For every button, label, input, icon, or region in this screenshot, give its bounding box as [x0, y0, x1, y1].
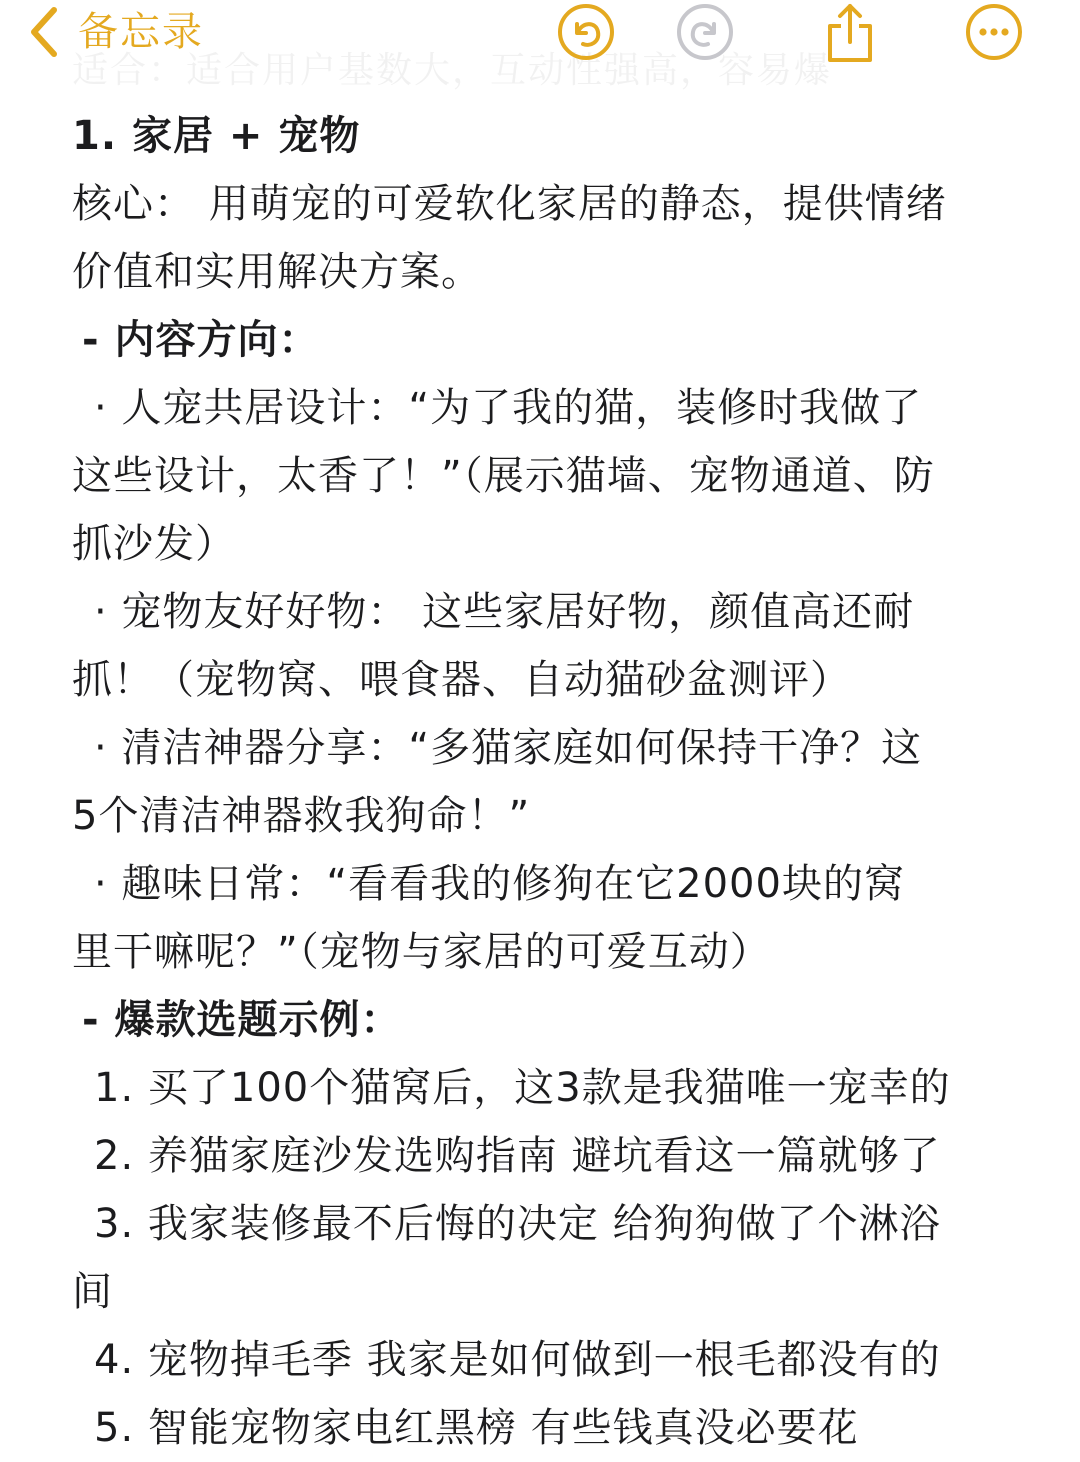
list-item: 4. 宠物掉毛季 我家是如何做到一根毛都没有的 [94, 1337, 941, 1383]
note-line: · 清洁神器分享：“多猫家庭如何保持干净？这 [94, 725, 923, 771]
back-label: 备忘录 [78, 9, 204, 55]
back-button[interactable] [26, 2, 204, 62]
note-line: · 人宠共居设计：“为了我的猫，装修时我做了 [94, 385, 923, 431]
list-item: 3. 我家装修最不后悔的决定 给狗狗做了个淋浴 [94, 1201, 941, 1247]
note-line: · 宠物友好好物： 这些家居好物，颜值高还耐 [94, 589, 915, 635]
redo-icon[interactable] [675, 2, 735, 62]
list-item: 1. 买了100个猫窝后，这3款是我猫唯一宠幸的 [94, 1065, 951, 1111]
note-line: 抓！（宠物窝、喂食器、自动猫砂盆测评） [72, 657, 851, 703]
note-line: 抓沙发） [72, 521, 236, 567]
list-item: 2. 养猫家庭沙发选购指南 避坑看这一篇就够了 [94, 1133, 941, 1179]
list-item: 5. 智能宠物家电红黑榜 有些钱真没必要花 [94, 1405, 859, 1451]
faded-scrolled-text: 适合：适合用户基数大，互动性强高，容易爆 [72, 50, 833, 91]
more-icon[interactable] [964, 2, 1024, 62]
note-line: 价值和实用解决方案。 [72, 249, 482, 295]
note-line: 里干嘛呢？”（宠物与家居的可爱互动） [72, 929, 771, 975]
note-line: 核心： 用萌宠的可爱软化家居的静态，提供情绪 [72, 181, 947, 227]
navigation-bar [0, 0, 1080, 91]
section-heading: - 爆款选题示例： [82, 997, 402, 1043]
share-icon[interactable] [820, 2, 880, 62]
note-line: 5个清洁神器救我狗命！” [72, 793, 531, 839]
back-chevron-icon [26, 4, 62, 60]
note-line: 这些设计，太香了！”（展示猫墙、宠物通道、防 [72, 453, 935, 499]
section-heading: - 内容方向： [82, 317, 320, 363]
note-heading: 1. 家居 + 宠物 [72, 113, 361, 159]
undo-icon[interactable] [556, 2, 616, 62]
note-body[interactable] [72, 102, 1022, 1462]
note-line: 间 [72, 1269, 113, 1315]
note-line: · 趣味日常：“看看我的修狗在它2000块的窝 [94, 861, 905, 907]
